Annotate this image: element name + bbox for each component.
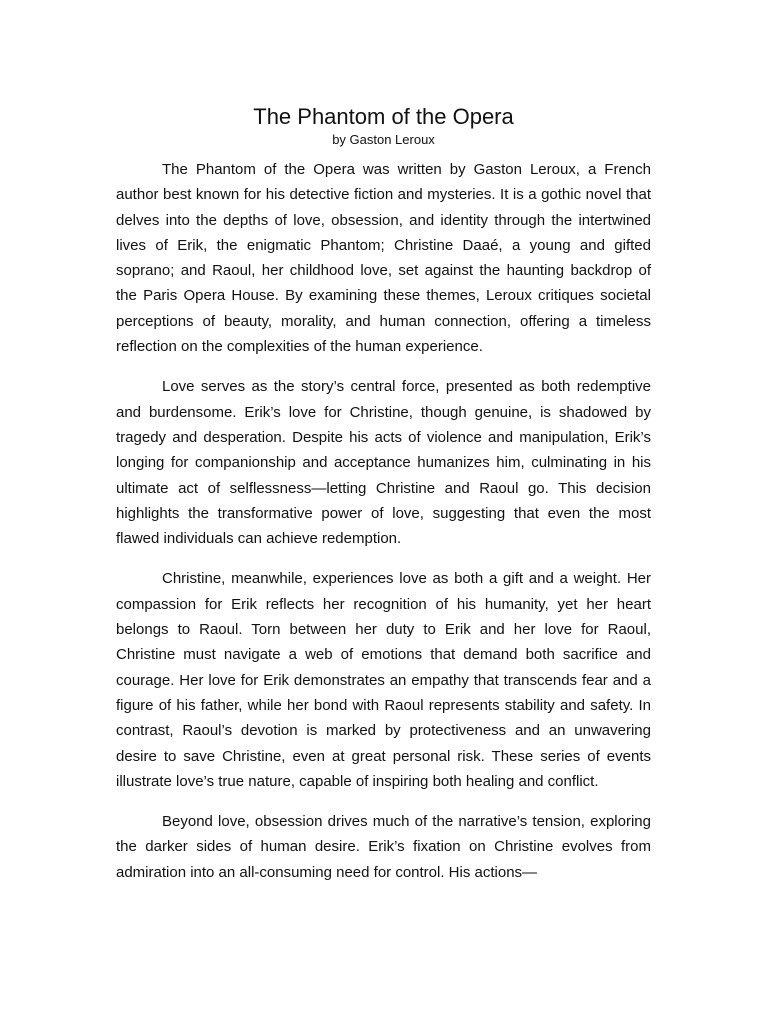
paragraph-1: The Phantom of the Opera was written by Gaston Leroux, a French author best known for his detective fiction and mysteries. It is a gothic novel that delves into the depths of love, obsession, and identity through the intertwined lives of Erik, the enigmatic Phantom; Christine Daaé, a young and gifted soprano; and Raoul, her childhood love, set against the haunting backdrop of the Paris Opera House. By examining these themes, Leroux critiques societal perceptions of beauty, morality, and human connection, offering a timeless reflection on the complexities of the human experience. <box>116 161 651 356</box>
paragraph-2: Love serves as the story’s central force, presented as both redemptive and burdensome. Erik’s love for Christine, though genuine, is shadowed by tragedy and desperation. Despite his acts of violence and manipulation, Erik’s longing for companionship and acceptance humanizes him, culminating in his ultimate act of selflessness—letting Christine and Raoul go. This decision highlights the transformative power of love, suggesting that even the most flawed individuals can achieve redemption. <box>116 378 651 548</box>
paragraph-3: Christine, meanwhile, experiences love as both a gift and a weight. Her compassion for Erik reflects her recognition of his humanity, yet her heart belongs to Raoul. Torn between her duty to Erik and her love for Raoul, Christine must navigate a web of emotions that demand both sacrifice and courage. Her love for Erik demonstrates an empathy that transcends fear and a figure of his father, while her bond with Raoul represents stability and safety. In contrast, Raoul’s devotion is marked by protectiveness and an unwavering desire to save Christine, even at great personal risk. These series of events illustrate love’s true nature, capable of inspiring both healing and conflict. <box>116 570 651 790</box>
document-author: by Gaston Leroux <box>332 132 435 147</box>
paragraph-4: Beyond love, obsession drives much of the narrative’s tension, exploring the darker sides of human desire. Erik’s fixation on Christine evolves from admiration into an all-consuming need for control. His actions— <box>116 813 651 881</box>
document-page <box>116 102 651 900</box>
document-title: The Phantom of the Opera <box>253 104 514 129</box>
